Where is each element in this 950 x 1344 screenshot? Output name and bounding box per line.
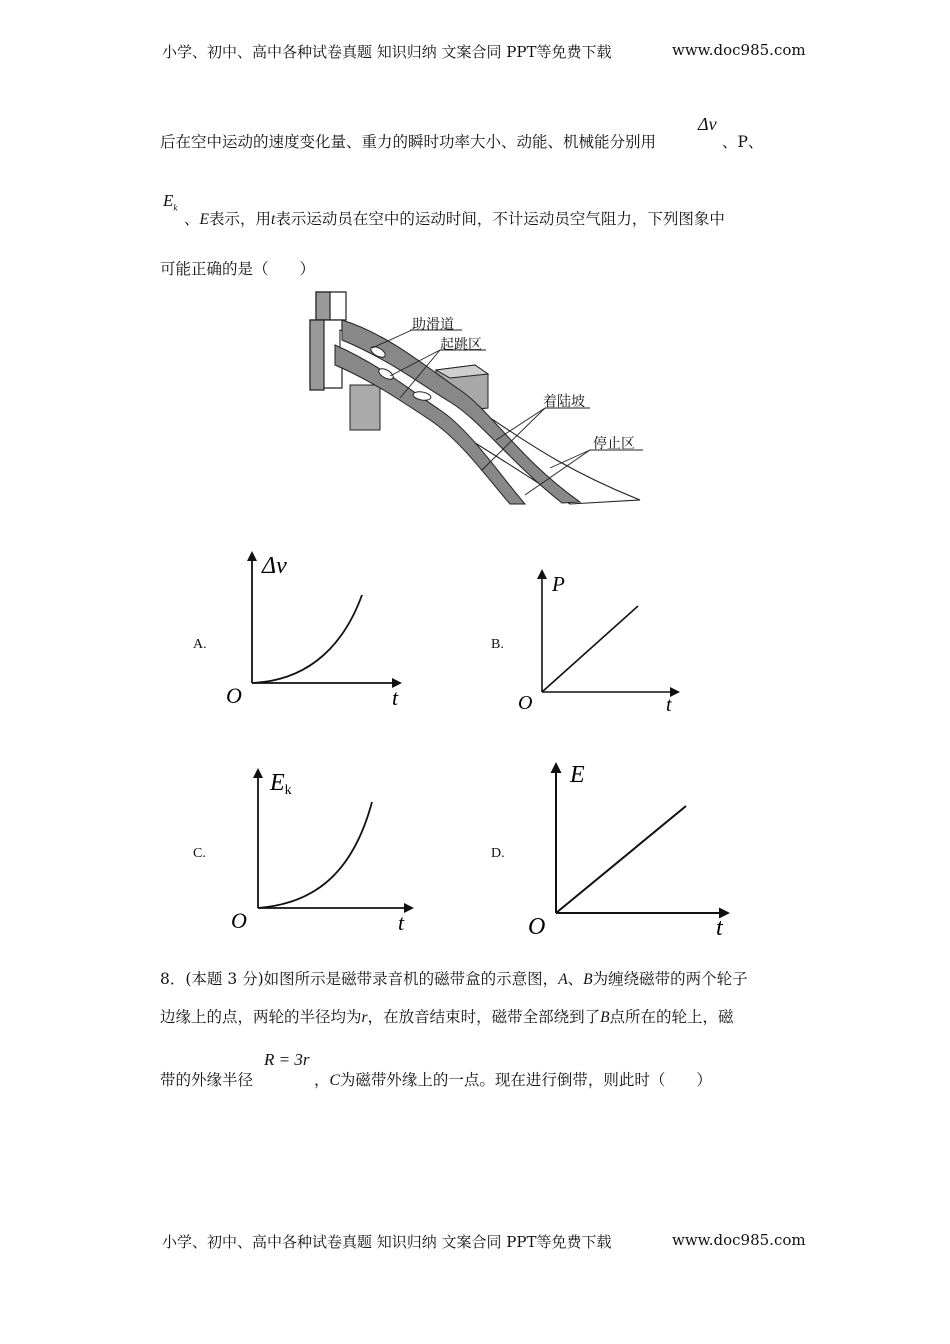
footer-url: www.doc985.com bbox=[672, 1231, 806, 1249]
y-axis-label: E bbox=[570, 762, 585, 788]
delta-v-symbol: Δv bbox=[698, 114, 717, 134]
curve-parabola bbox=[258, 802, 372, 908]
line-linear bbox=[556, 806, 686, 913]
x-axis-label: t bbox=[398, 910, 405, 935]
tower-top-shade bbox=[316, 292, 330, 320]
label-stop: 停止区 bbox=[593, 436, 635, 452]
y-axis-label: Ek bbox=[270, 770, 292, 798]
origin-label: O bbox=[231, 908, 247, 933]
header-url: www.doc985.com bbox=[672, 41, 806, 59]
q7-line2: 、E表示，用t表示运动员在空中的运动时间，不计运动员空气阻力，下列图象中 bbox=[184, 210, 725, 228]
y-axis-label: Δv bbox=[262, 553, 287, 579]
header-left-text: 小学、初中、高中各种试卷真题 知识归纳 文案合同 PPT等免费下载 bbox=[162, 43, 612, 61]
option-a-letter: A. bbox=[193, 637, 207, 652]
q7-line1-tail: 、P、 bbox=[722, 133, 764, 151]
option-b-graph bbox=[510, 565, 700, 715]
y-axis-label: P bbox=[552, 572, 565, 596]
label-landing: 着陆坡 bbox=[543, 394, 585, 410]
x-axis-label: t bbox=[392, 685, 399, 710]
q8-line3-a: 带的外缘半径 bbox=[160, 1071, 254, 1089]
label-runway: 助滑道 bbox=[412, 317, 454, 333]
origin-label: O bbox=[518, 692, 533, 714]
origin-label: O bbox=[226, 683, 242, 708]
option-a-graph bbox=[220, 545, 420, 715]
ski-jump-figure bbox=[300, 290, 650, 510]
ek-symbol: $E_k$ bbox=[163, 191, 178, 213]
q8-line1: 8．(本题 3 分)如图所示是磁带录音机的磁带盒的示意图，A、B为缠绕磁带的两个轮子 bbox=[160, 970, 748, 988]
option-d-letter: D. bbox=[491, 846, 505, 861]
option-c-letter: C. bbox=[193, 846, 206, 861]
base-block bbox=[350, 385, 380, 430]
formula-r-equals-3r: R = 3r bbox=[264, 1050, 310, 1069]
footer-left-text: 小学、初中、高中各种试卷真题 知识归纳 文案合同 PPT等免费下载 bbox=[162, 1233, 612, 1251]
tower-body-shade bbox=[310, 320, 324, 390]
q7-line3: 可能正确的是（ ） bbox=[160, 260, 316, 278]
option-b-letter: B. bbox=[491, 637, 504, 652]
curve-parabola bbox=[252, 595, 362, 683]
q7-line1 bbox=[160, 130, 656, 152]
origin-label: O bbox=[528, 914, 546, 940]
x-axis-label: t bbox=[716, 915, 723, 941]
option-c-graph bbox=[226, 758, 426, 938]
x-axis-label: t bbox=[666, 694, 672, 715]
q8-line3-b: ，C为磁带外缘上的一点。现在进行倒带，则此时（ ） bbox=[314, 1071, 712, 1089]
option-d-graph bbox=[524, 758, 744, 943]
label-takeoff: 起跳区 bbox=[440, 337, 482, 353]
line-linear bbox=[542, 606, 638, 692]
q7-line1-text: 后在空中运动的速度变化量、重力的瞬时功率大小、动能、机械能分别用 bbox=[160, 133, 657, 151]
q8-line2: 边缘上的点，两轮的半径均为r，在放音结束时，磁带全部绕到了B点所在的轮上，磁 bbox=[160, 1008, 734, 1026]
